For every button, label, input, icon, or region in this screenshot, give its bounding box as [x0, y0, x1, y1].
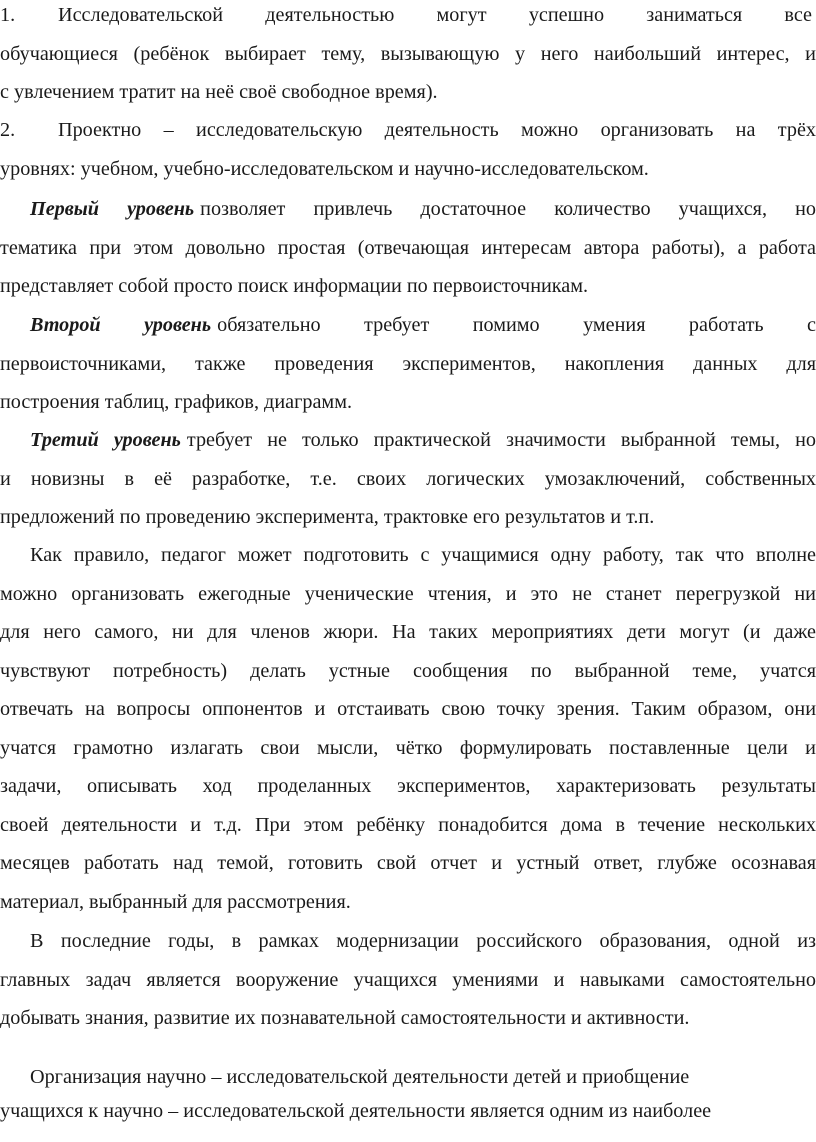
text-line: уровнях: учебном, учебно-исследовательском и научно-исследовательском.	[0, 157, 649, 180]
text-line: можно организовать ежегодные ученические чтения, и это не станет перегрузкой ни	[0, 582, 816, 605]
text-line: Организация научно – исследовательской деятельности детей и приобщение	[30, 1066, 690, 1088]
text-line: месяцев работать над темой, готовить свой отчет и устный ответ, глубже осознавая	[0, 852, 816, 874]
paragraph-level-2	[0, 306, 816, 422]
text-line	[0, 0, 816, 35]
numbered-item-2	[0, 111, 816, 188]
paragraph-level-3	[0, 421, 816, 537]
text-line: чувствуют потребность) делать устные сообщения по выбранной теме, учатся	[0, 659, 816, 682]
text-line: добывать знания, развитие их познавательной самостоятельности и активности.	[0, 1007, 690, 1029]
text-line: первоисточниками, также проведения экспериментов, накопления данных для	[0, 352, 816, 375]
text-line: главных задач является вооружение учащихся умениями и навыками самостоятельно	[0, 968, 816, 991]
line-text: Исследовательской деятельностью могут успешно заниматься все	[58, 4, 812, 26]
list-number: 2.	[0, 119, 16, 141]
text-line: и новизны в её разработке, т.е. своих логических умозаключений, собственных	[0, 467, 816, 490]
level-heading: Третий уровень	[30, 429, 181, 451]
text-line: представляет собой просто поиск информации по первоисточникам.	[0, 275, 589, 297]
text-line	[0, 306, 816, 345]
line-text: требует не только практической значимости выбранной темы, но	[186, 429, 816, 451]
paragraph-organization	[0, 1060, 816, 1128]
text-line: учатся грамотно излагать свои мысли, чётко формулировать поставленные цели и	[0, 736, 816, 759]
text-line: материал, выбранный для рассмотрения.	[0, 890, 351, 913]
paragraph-recent-years	[0, 922, 816, 1038]
text-line: тематика при этом довольно простая (отвечающая интересам автора работы), а работа	[0, 236, 816, 259]
text-line: задачи, описывать ход проделанных экспериментов, характеризовать результаты	[0, 775, 816, 797]
line-text: Проектно – исследовательскую деятельность можно организовать на трёх	[58, 119, 816, 141]
text-line: В последние годы, в рамках модернизации российского образования, одной из	[30, 930, 816, 952]
numbered-item-1	[0, 0, 816, 112]
text-line	[0, 421, 816, 460]
line-text: обязательно требует помимо умения работать с	[217, 314, 816, 336]
paragraph-as-a-rule	[0, 536, 816, 921]
text-line: отвечать на вопросы оппонентов и отстаивать свою точку зрения. Таким образом, они	[0, 698, 816, 720]
text-line: с увлечением тратит на неё своё свободное время).	[0, 81, 438, 103]
text-line	[0, 190, 816, 229]
level-heading: Первый уровень	[30, 198, 195, 220]
level-heading: Второй уровень	[30, 314, 212, 336]
text-line	[0, 111, 816, 150]
list-number: 1.	[0, 4, 16, 26]
text-line: для него самого, ни для членов жюри. На таких мероприятиях дети могут (и даже	[0, 621, 816, 643]
text-line: построения таблиц, графиков, диаграмм.	[0, 391, 353, 413]
text-line: своей деятельности и т.д. При этом ребёнку понадобится дома в течение нескольких	[0, 813, 816, 836]
paragraph-level-1	[0, 190, 816, 306]
text-line: Как правило, педагог может подготовить с учащимися одну работу, так что вполне	[30, 544, 816, 566]
text-line: учащихся к научно – исследовательской деятельности является одним из наиболее	[0, 1100, 712, 1122]
line-text: позволяет привлечь достаточное количество учащихся, но	[200, 198, 816, 220]
text-line: обучающиеся (ребёнок выбирает тему, вызывающую у него наибольший интерес, и	[0, 42, 816, 65]
text-line: предложений по проведению эксперимента, трактовке его результатов и т.п.	[0, 506, 655, 528]
